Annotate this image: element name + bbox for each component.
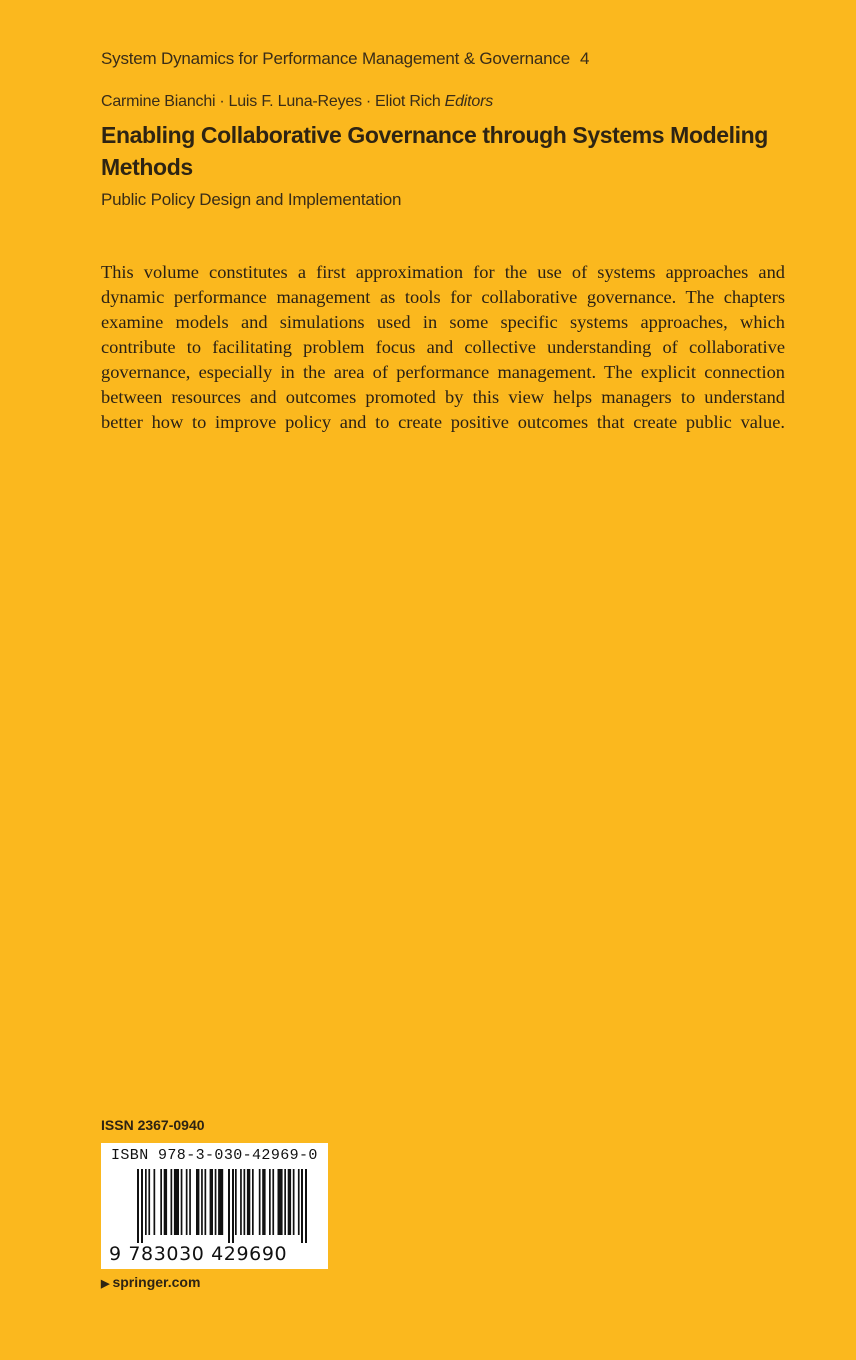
editor-separator: · bbox=[219, 93, 225, 110]
book-title: Enabling Collaborative Governance through Systems Modeling Methods bbox=[101, 122, 768, 180]
issn: ISSN 2367-0940 bbox=[101, 1117, 205, 1133]
barcode-bar bbox=[186, 1169, 188, 1235]
description-line: governance, especially in the area of performance management. The explicit connection bbox=[101, 362, 785, 382]
description-line: better how to improve policy and to create positive outcomes that create public value. bbox=[101, 412, 785, 432]
barcode-bar bbox=[232, 1169, 234, 1243]
barcode-bar bbox=[269, 1169, 271, 1235]
editors-line bbox=[101, 93, 493, 111]
book-subtitle: Public Policy Design and Implementation bbox=[101, 190, 402, 209]
series-title: System Dynamics for Performance Management & Governance bbox=[101, 49, 570, 68]
barcode-bar bbox=[210, 1169, 213, 1235]
barcode-bar bbox=[164, 1169, 167, 1235]
editor-name: Carmine Bianchi bbox=[101, 93, 216, 110]
barcode-bar bbox=[259, 1169, 261, 1235]
barcode-bar bbox=[160, 1169, 162, 1235]
editor-separator: · bbox=[365, 93, 372, 110]
barcode-bar bbox=[298, 1169, 300, 1235]
barcode-bar bbox=[301, 1169, 303, 1243]
barcode-bar bbox=[252, 1169, 254, 1235]
isbn-barcode bbox=[101, 1143, 328, 1269]
barcode-bar bbox=[154, 1169, 156, 1235]
isbn-label: ISBN 978-3-030-42969-0 bbox=[111, 1147, 318, 1164]
description-line: This volume constitutes a first approximation for the use of systems approaches and bbox=[101, 262, 785, 282]
editor-name: Eliot Rich bbox=[375, 93, 441, 110]
springer-link[interactable] bbox=[101, 1274, 200, 1290]
description-line: examine models and simulations used in some specific systems approaches, which bbox=[101, 312, 785, 332]
website-label: springer.com bbox=[112, 1274, 201, 1290]
barcode-bar bbox=[145, 1169, 147, 1235]
barcode-bar bbox=[293, 1169, 295, 1235]
barcode-bar bbox=[174, 1169, 179, 1235]
barcode-bars-icon bbox=[101, 1169, 328, 1243]
barcode-bar bbox=[181, 1169, 183, 1235]
description-line: between resources and outcomes promoted by this view helps managers to understand bbox=[101, 387, 785, 407]
barcode-bar bbox=[196, 1169, 199, 1235]
arrow-right-icon: ▶ bbox=[101, 1278, 110, 1290]
editor-name: Luis F. Luna-Reyes bbox=[228, 93, 362, 110]
editors-role: Editors bbox=[444, 93, 494, 110]
barcode-bar bbox=[244, 1169, 246, 1235]
barcode-bar bbox=[278, 1169, 283, 1235]
barcode-bar bbox=[218, 1169, 223, 1235]
description-line: contribute to facilitating problem focus and collective understanding of collaborative bbox=[101, 337, 785, 357]
barcode-bar bbox=[215, 1169, 217, 1235]
barcode-bar bbox=[228, 1169, 230, 1243]
series-number: 4 bbox=[579, 49, 590, 68]
barcode-bar bbox=[262, 1169, 265, 1235]
barcode-bar bbox=[148, 1169, 150, 1235]
description-line: dynamic performance management as tools for collaborative governance. The chapters bbox=[101, 287, 785, 307]
barcode-bar bbox=[137, 1169, 139, 1243]
barcode-bar bbox=[201, 1169, 203, 1235]
isbn-digits: 9 783030 429690 bbox=[109, 1243, 288, 1265]
book-description bbox=[101, 260, 785, 435]
barcode-bar bbox=[284, 1169, 286, 1235]
barcode-bar bbox=[305, 1169, 307, 1243]
barcode-bar bbox=[272, 1169, 274, 1235]
barcode-bar bbox=[141, 1169, 143, 1243]
barcode-bar bbox=[288, 1169, 291, 1235]
barcode-bar bbox=[189, 1169, 191, 1235]
barcode-bar bbox=[205, 1169, 207, 1235]
barcode-bar bbox=[247, 1169, 250, 1235]
barcode-bar bbox=[171, 1169, 173, 1235]
barcode-bar bbox=[235, 1169, 237, 1235]
series-line bbox=[101, 49, 589, 69]
barcode-bar bbox=[240, 1169, 242, 1235]
